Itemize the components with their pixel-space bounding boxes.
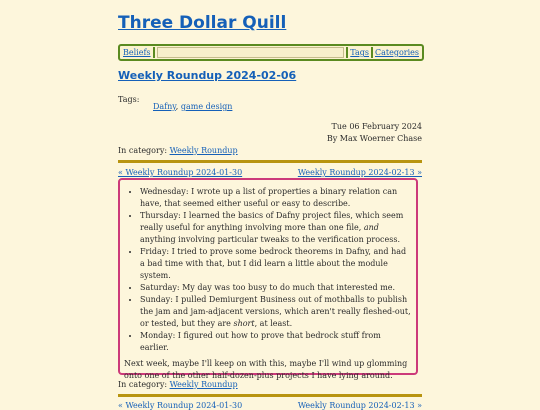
- nav-divider: [153, 47, 155, 58]
- divider-rule: [118, 160, 422, 163]
- post-title-link[interactable]: Weekly Roundup 2024-02-06: [118, 69, 297, 82]
- category-line-top: [118, 145, 238, 156]
- nav-link-beliefs[interactable]: Beliefs: [123, 48, 151, 57]
- prev-post-link-bottom[interactable]: « Weekly Roundup 2024-01-30: [118, 401, 243, 410]
- tag-link-game-design[interactable]: game design: [180, 102, 233, 111]
- nav-search-slot: [157, 47, 345, 58]
- next-post-link[interactable]: Weekly Roundup 2024-02-13 »: [297, 168, 422, 177]
- list-item: • Friday: I tried to prove some bedrock theorems in Dafny, and had a bad time with that, but I did learn a little about the module system.: [140, 246, 412, 282]
- prev-post-link[interactable]: « Weekly Roundup 2024-01-30: [118, 168, 243, 177]
- nav-link-categories[interactable]: Categories: [375, 48, 419, 57]
- day-list: [124, 186, 412, 354]
- post-content: [118, 178, 418, 380]
- tags-list: [153, 101, 232, 112]
- category-label: In category:: [118, 146, 168, 155]
- post-author: By Max Woerner Chase: [326, 134, 422, 143]
- site-title-link[interactable]: Three Dollar Quill: [118, 13, 287, 33]
- tags-label: Tags:: [118, 95, 140, 104]
- bottom-nav-peek: [118, 401, 422, 410]
- list-item: • Thursday: I learned the basics of Dafny project files, which seem really useful for anything involving more than one file, and anything involving particular tweaks to the verification process.: [140, 210, 412, 246]
- divider-rule: [118, 394, 422, 397]
- category-line-bottom: [118, 379, 238, 390]
- list-item: • Saturday: My day was too busy to do much that interested me.: [140, 282, 412, 294]
- list-item: • Sunday: I pulled Demiurgent Business out of mothballs to publish the jam and jam-adjacent versions, which aren't really fleshed-out, or tested, but they are short, at least.: [140, 294, 412, 330]
- category-label: In category:: [118, 380, 168, 389]
- nav-link-tags[interactable]: Tags: [350, 48, 369, 57]
- closing-paragraph: Next week, maybe I'll keep on with this, maybe I'll wind up glomming onto one of the other half-dozen-plus projects I have lying around.: [124, 359, 408, 380]
- tag-separator: ,: [175, 102, 179, 111]
- tag-link-dafny[interactable]: Dafny: [153, 102, 176, 111]
- post-date: Tue 06 February 2024: [331, 122, 422, 131]
- category-link[interactable]: Weekly Roundup: [169, 380, 238, 389]
- list-item: • Monday: I figured out how to prove that bedrock stuff from earlier.: [140, 330, 412, 354]
- list-item: • Wednesday: I wrote up a list of properties a binary relation can have, that seemed either useful or easy to describe.: [140, 186, 412, 210]
- category-link[interactable]: Weekly Roundup: [169, 146, 238, 155]
- nav-bar: [118, 44, 424, 61]
- next-post-link-bottom[interactable]: Weekly Roundup 2024-02-13 »: [297, 401, 422, 410]
